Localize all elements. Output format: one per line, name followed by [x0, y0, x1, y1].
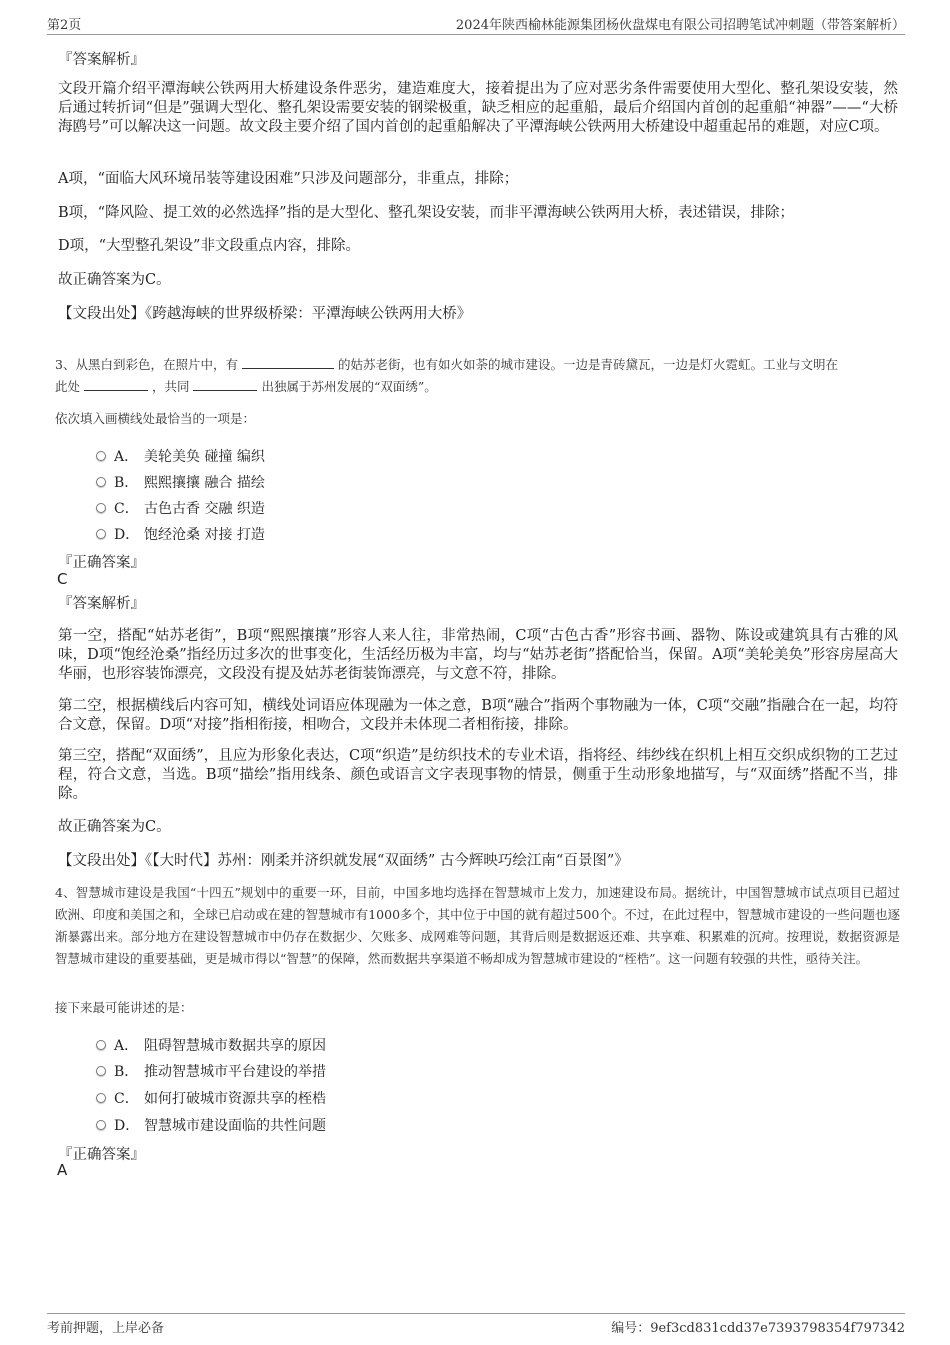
question-prompt: 接下来最可能讲述的是： — [55, 1000, 193, 1015]
radio-icon[interactable] — [96, 1040, 106, 1050]
radio-icon[interactable] — [96, 451, 106, 461]
analysis-paragraph: 故正确答案为C。 — [58, 819, 171, 835]
option-a[interactable]: A． 阻碍智慧城市数据共享的原因 — [96, 1035, 326, 1055]
option-b[interactable]: B． 推动智慧城市平台建设的举措 — [96, 1061, 326, 1081]
fill-blank — [242, 356, 334, 369]
analysis-label: 『答案解析』 — [58, 596, 145, 612]
correct-answer: A — [57, 1161, 68, 1179]
radio-icon[interactable] — [96, 1120, 106, 1130]
analysis-paragraph: 文段开篇介绍平潭海峡公铁两用大桥建设条件恶劣，建造难度大，接着提出为了应对恶劣条件需要使用大型化、整孔架设安装，然后通过转折词“但是”强调大型化、整孔架设需要安装的钢梁极重，缺乏相应的起重船，最后介绍国内首创的起重船“神器”——“大桥海鸥号”可以解决这一问题。故文段主要介绍了国内首创的起重船解决了平潭海峡公铁两用大桥建设中超重起吊的难题，对应C项。 — [58, 81, 898, 135]
analysis-paragraph: D项，“大型整孔架设”非文段重点内容，排除。 — [58, 238, 360, 254]
fill-blank — [193, 378, 257, 391]
analysis-paragraph: A项，“面临大风环境吊装等建设困难”只涉及问题部分，非重点，排除； — [58, 171, 519, 187]
page-footer — [47, 1313, 905, 1336]
question-prompt: 依次填入画横线处最恰当的一项是： — [55, 411, 256, 426]
option-a[interactable]: A． 美轮美奂 碰撞 编织 — [96, 446, 265, 466]
source-citation: 【文段出处】《【大时代】苏州：刚柔并济织就发展“双面绣” 古今辉映巧绘江南“百景图”》 — [58, 853, 629, 869]
source-citation: 【文段出处】《跨越海峡的世界级桥梁：平潭海峡公铁两用大桥》 — [58, 306, 472, 322]
question-stem: 3、从黑白到彩色，在照片中，有 的姑苏老街，也有如火如荼的城市建设。一边是青砖黛瓦，一边是灯火霓虹。工业与文明在 此处 ，共同 出独属于苏州发展的“双面绣”。 — [55, 357, 838, 394]
correct-answer: C — [57, 570, 68, 588]
analysis-paragraph: 故正确答案为C。 — [58, 272, 171, 288]
option-b[interactable]: B． 熙熙攘攘 融合 描绘 — [96, 472, 265, 492]
correct-answer-label: 『正确答案』 — [58, 1147, 145, 1163]
analysis-label: 『答案解析』 — [58, 52, 145, 68]
option-d[interactable]: D． 饱经沧桑 对接 打造 — [96, 524, 265, 544]
option-c[interactable]: C． 古色古香 交融 织造 — [96, 498, 265, 518]
correct-answer-label: 『正确答案』 — [58, 555, 145, 571]
analysis-paragraph: B项，“降风险、提工效的必然选择”指的是大型化、整孔架设安装，而非平潭海峡公铁两用大桥，表述错误，排除； — [58, 205, 794, 221]
radio-icon[interactable] — [96, 1066, 106, 1076]
document-title: 2024年陕西榆林能源集团杨伙盘煤电有限公司招聘笔试冲刺题（带答案解析） — [455, 18, 905, 33]
radio-icon[interactable] — [96, 477, 106, 487]
radio-icon[interactable] — [96, 503, 106, 513]
analysis-paragraph: 第二空，根据横线后内容可知，横线处词语应体现融为一体之意，B项“融合”指两个事物融为一体，C项“交融”指融合在一起，均符合文意，保留。D项“对接”指相衔接，相吻合，文段并未体现二者相衔接，排除。 — [58, 698, 898, 733]
option-c[interactable]: C． 如何打破城市资源共享的桎梏 — [96, 1088, 326, 1108]
fill-blank — [84, 378, 148, 391]
analysis-paragraph: 第一空，搭配“姑苏老街”，B项“熙熙攘攘”形容人来人往，非常热闹，C项“古色古香”形容书画、器物、陈设或建筑具有古雅的风味，D项“饱经沧桑”指经历过多次的世事变化，生活经历极为丰富，均与“姑苏老街”搭配恰当，保留。A项“美轮美奂”形容房屋高大华丽，也形容装饰漂亮，文段没有提及姑苏老街装饰漂亮，与文意不符，排除。 — [58, 628, 898, 682]
question-stem: 4、智慧城市建设是我国“十四五”规划中的重要一环，目前，中国多地均选择在智慧城市上发力，加速建设布局。据统计，中国智慧城市试点项目已超过欧洲、印度和美国之和，全球已启动或在建的智慧城市有1000多个，其中位于中国的就有超过500个。不过，在此过程中，智慧城市建设的一些问题也逐渐暴露出来。部分地方在建设智慧城市中仍存在数据少、欠账多、成网难等问题，其背后则是数据返还难、共享难、积累难的沉疴。按理说，数据资源是智慧城市建设的重要基础，更是城市得以“智慧”的保障，然而数据共享渠道不畅却成为智慧城市建设的“桎梏”。这一问题有较强的共性，亟待关注。 — [55, 885, 900, 966]
radio-icon[interactable] — [96, 1093, 106, 1103]
analysis-paragraph: 第三空，搭配“双面绣”，且应为形象化表达，C项“织造”是纺织技术的专业术语，指将经、纬纱线在织机上相互交织成织物的工艺过程，符合文意，当选。B项“描绘”指用线条、颜色或语言文字表现事物的情景，侧重于生动形象地描写，与“双面绣”搭配不当，排除。 — [58, 748, 898, 802]
footer-slogan: 考前押题，上岸必备 — [47, 1321, 165, 1336]
page-header — [47, 14, 905, 35]
radio-icon[interactable] — [96, 529, 106, 539]
option-d[interactable]: D． 智慧城市建设面临的共性问题 — [96, 1115, 326, 1135]
page-number: 第2页 — [47, 18, 82, 33]
document-id: 编号：9ef3cd831cdd37e7393798354f797342 — [611, 1321, 905, 1336]
